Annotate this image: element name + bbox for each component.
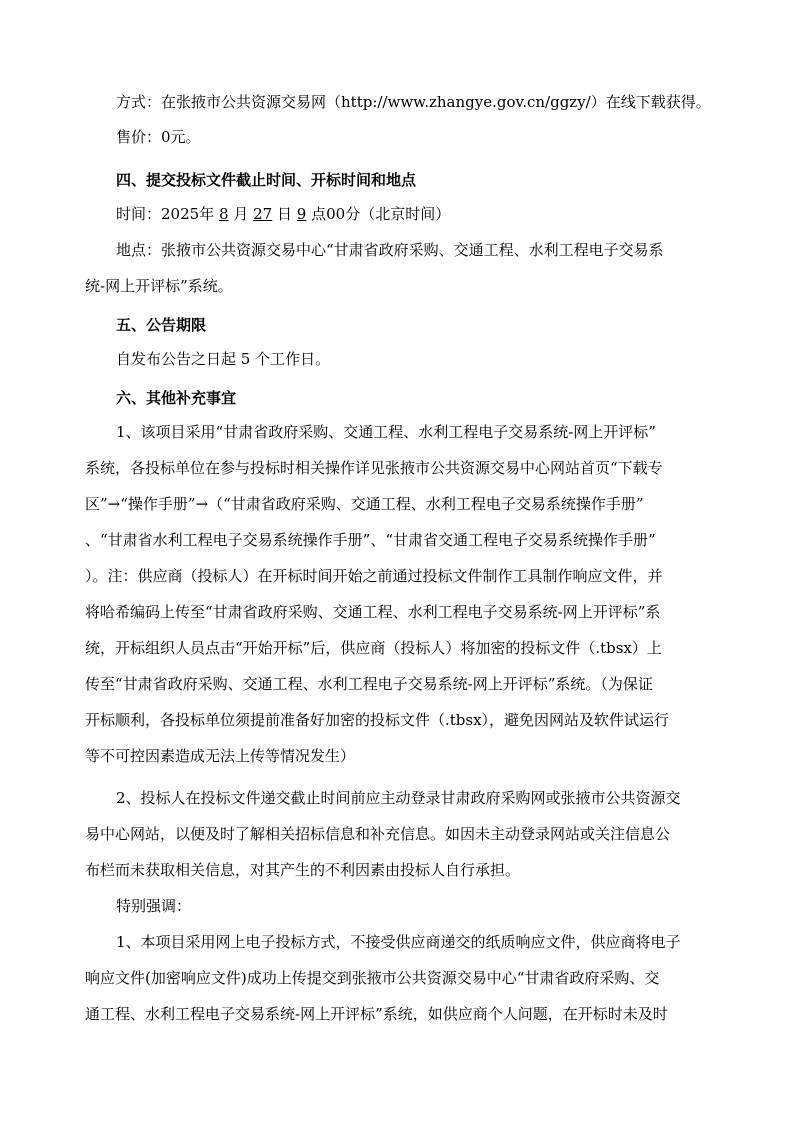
emphasis-item-line: 通工程、水利工程电子交易系统-网上开评标”系统，如供应商个人问题，在开标时未及时 [85,1005,668,1023]
item1-line: 传至“甘肃省政府采购、交通工程、水利工程电子交易系统-网上开评标”系统。（为保证 [85,675,653,693]
item1-line: ）。注：供应商（投标人）在开标时间开始之前通过投标文件制作工具制作响应文件，并 [85,567,663,585]
time-year: 2025 [161,205,200,223]
time-prefix: 时间： [116,205,162,223]
time-month: 8 [219,205,229,223]
emphasis-label: 特别强调： [116,897,192,915]
price-text: 售价：0元。 [116,128,201,146]
time-hour: 9 [296,205,307,223]
notice-period-text: 自发布公告之日起 5 个工作日。 [116,350,331,368]
item1-line: 统，开标组织人员点击“开始开标”后，供应商（投标人）将加密的投标文件（.tbsx）上 [85,639,662,657]
item1-line: 将哈希编码上传至“甘肃省政府采购、交通工程、水利工程电子交易系统-网上开评标”系 [85,603,661,621]
item2-line: 易中心网站，以便及时了解相关招标信息和补充信息。如因未主动登录网站或关注信息公 [85,825,671,843]
bid-place-line-2: 统-网上开评标”系统。 [85,277,233,295]
item2-line: 布栏而未获取相关信息，对其产生的不利因素由投标人自行承担。 [85,861,521,879]
item2-line: 2、投标人在投标文件递交截止时间前应主动登录甘肃政府采购网或张掖市公共资源交 [116,789,681,807]
hour-unit: 点00分（北京时间） [311,205,451,223]
day-unit: 日 [277,205,293,223]
item1-line: 区”→“操作手册”→（“甘肃省政府采购、交通工程、水利工程电子交易系统操作手册” [85,495,644,513]
item1-line: 等不可控因素造成无法上传等情况发生） [85,747,356,765]
emphasis-item-line: 响应文件(加密响应文件)成功上传提交到张掖市公共资源交易中心“甘肃省政府采购、交 [85,969,660,987]
item1-line: 开标顺利，各投标单位须提前准备好加密的投标文件（.tbsx），避免因网站及软件试运行 [85,711,670,729]
bid-time-line [0,204,793,224]
item1-line: 1、该项目采用“甘肃省政府采购、交通工程、水利工程电子交易系统-网上开评标” [116,423,656,441]
bid-place-line-1: 地点：张掖市公共资源交易中心“甘肃省政府采购、交通工程、水利工程电子交易系 [116,241,664,259]
year-unit: 年 [199,205,215,223]
month-unit: 月 [233,205,249,223]
item1-line: 系统，各投标单位在参与投标时相关操作详见张掖市公共资源交易中心网站首页“下载专 [85,459,663,477]
download-method-text: 方式：在张掖市公共资源交易网（http://www.zhangye.gov.cn/ggzy/）在线下载获得。 [116,93,711,111]
item1-line: 、“甘肃省水利工程电子交易系统操作手册”、“甘肃省交通工程电子交易系统操作手册” [85,531,656,549]
section-4-heading: 四、提交投标文件截止时间、开标时间和地点 [116,171,417,189]
emphasis-item-line: 1、本项目采用网上电子投标方式，不接受供应商递交的纸质响应文件，供应商将电子 [116,933,681,951]
time-day: 27 [253,205,273,223]
section-5-heading: 五、公告期限 [116,316,207,334]
section-6-heading: 六、其他补充事宜 [116,389,237,407]
